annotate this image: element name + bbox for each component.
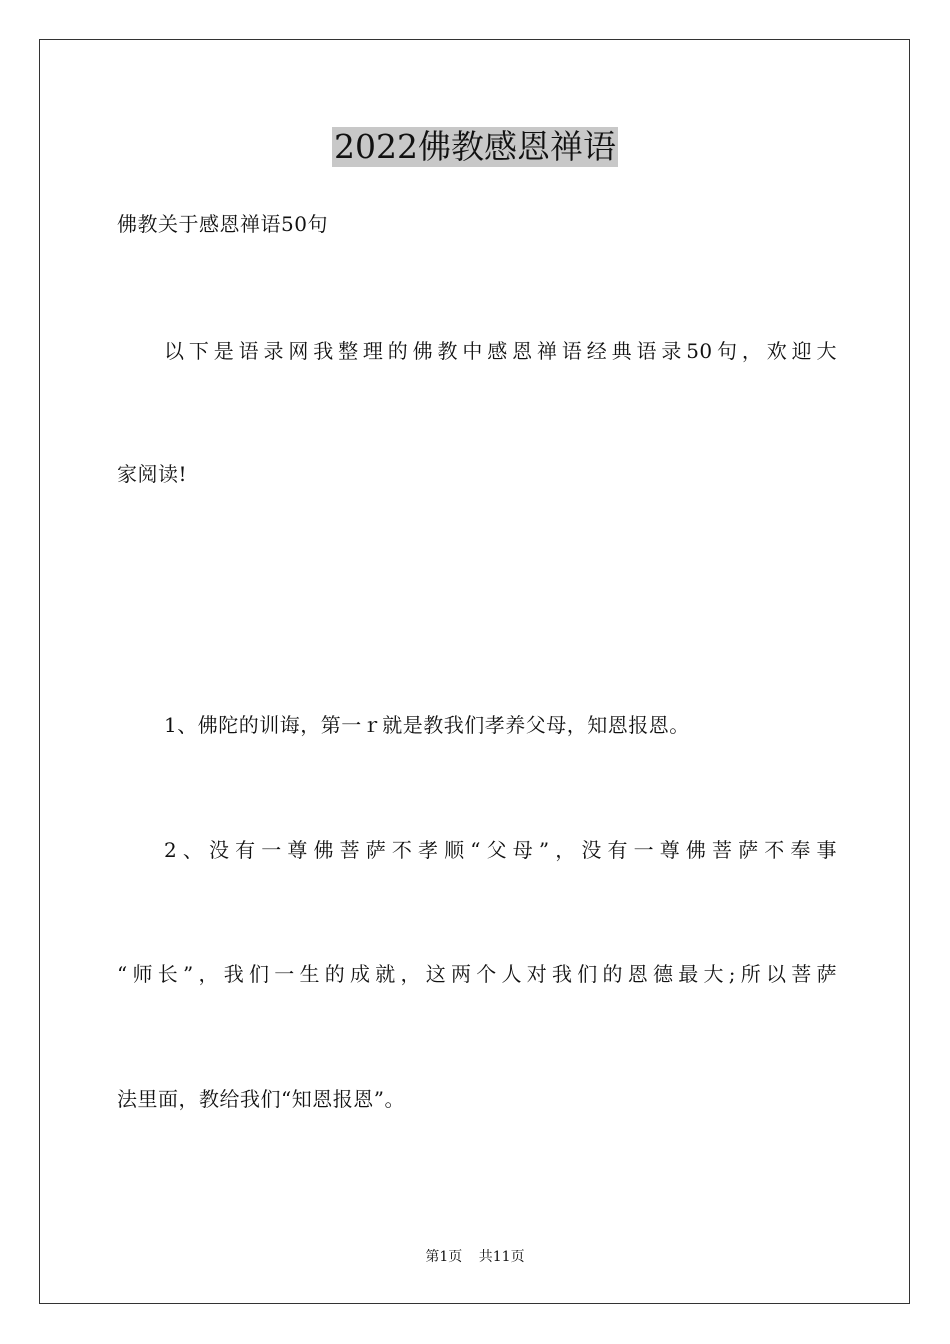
page-number: 第1页 (425, 1249, 463, 1265)
paragraph-line: “师长”，我们一生的成就，这两个人对我们的恩德最大;所以菩萨 (117, 962, 837, 986)
title-container (0, 127, 950, 167)
document-title: 2022佛教感恩禅语 (334, 127, 616, 166)
page-total: 共11页 (478, 1249, 525, 1265)
list-item: 2、没有一尊佛菩萨不孝顺“父母”，没有一尊佛菩萨不奉事 (164, 838, 837, 862)
page-footer (0, 1248, 950, 1266)
paragraph-line: 以下是语录网我整理的佛教中感恩禅语经典语录50句，欢迎大 (164, 339, 837, 363)
paragraph-line: 家阅读! (117, 462, 188, 486)
document-subtitle: 佛教关于感恩禅语50句 (117, 212, 328, 236)
paragraph-line: 法里面，教给我们“知恩报恩”。 (117, 1087, 405, 1111)
list-item: 1、佛陀的训诲，第一ｒ就是教我们孝养父母，知恩报恩。 (164, 713, 690, 737)
